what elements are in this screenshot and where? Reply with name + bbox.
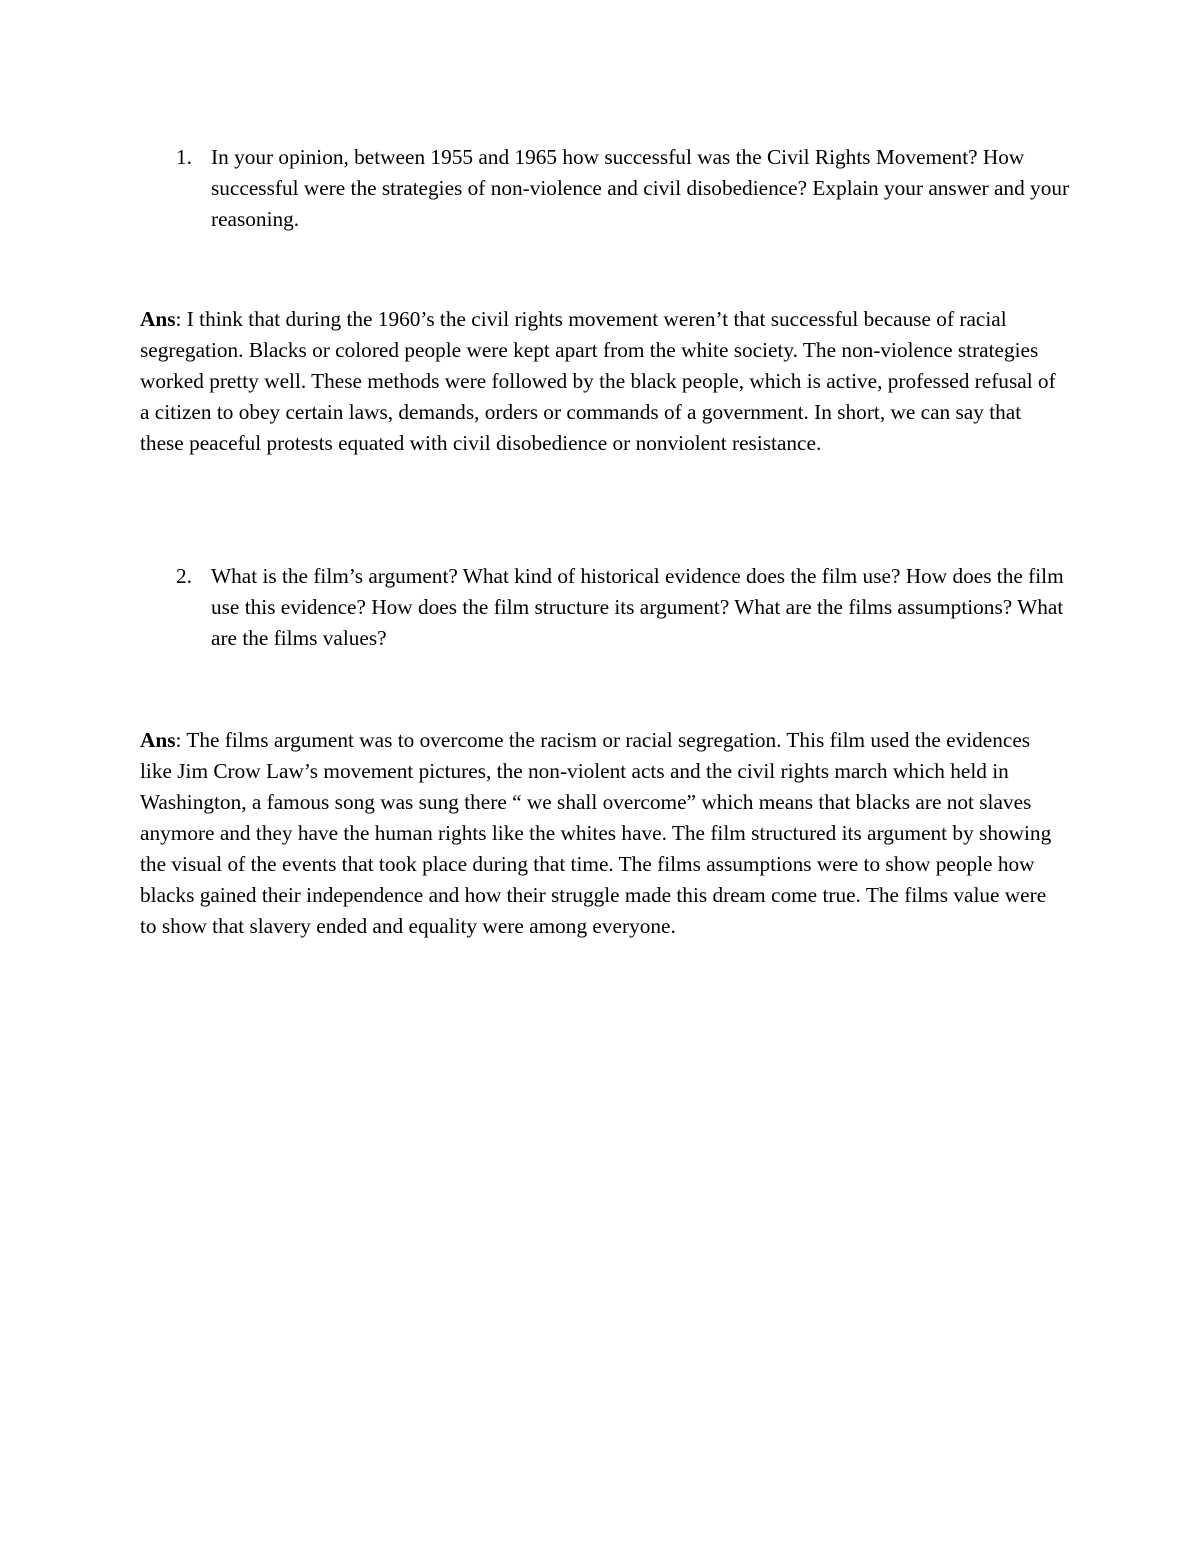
answer-label: Ans: [140, 728, 176, 752]
answer-text: : I think that during the 1960’s the civil rights movement weren’t that successful because of racial segregation. Blacks or colored people were kept apart from the white society. The non-violence strategies worked pretty well. These methods were followed by the black people, which is active, professed refusal of a citizen to obey certain laws, demands, orders or commands of a government. In short, we can say that these peaceful protests equated with civil disobedience or nonviolent resistance.: [140, 307, 1056, 455]
answer-text: : The films argument was to overcome the racism or racial segregation. This film used the evidences like Jim Crow Law’s movement pictures, the non-violent acts and the civil rights march which held in Washington, a famous song was sung there “ we shall overcome” which means that blacks are not slaves anymore and they have the human rights like the whites have. The film structured its argument by showing the visual of the events that took place during that time. The films assumptions were to show people how blacks gained their independence and how their struggle made this dream come true. The films value were to show that slavery ended and equality were among everyone.: [140, 728, 1052, 938]
question-text: In your opinion, between 1955 and 1965 how successful was the Civil Rights Movement? How successful were the strategies of non-violence and civil disobedience? Explain your answer and your reasoning.: [211, 145, 1070, 231]
answer-label: Ans: [140, 307, 176, 331]
question-2: [176, 561, 1076, 654]
answer-2: [140, 725, 1065, 942]
answer-1: [140, 304, 1065, 459]
question-text: What is the film’s argument? What kind of historical evidence does the film use? How does the film use this evidence? How does the film structure its argument? What are the films assumptions? What are the films values?: [211, 564, 1064, 650]
question-1: [176, 142, 1076, 235]
question-number: 2.: [176, 564, 192, 588]
question-number: 1.: [176, 145, 192, 169]
